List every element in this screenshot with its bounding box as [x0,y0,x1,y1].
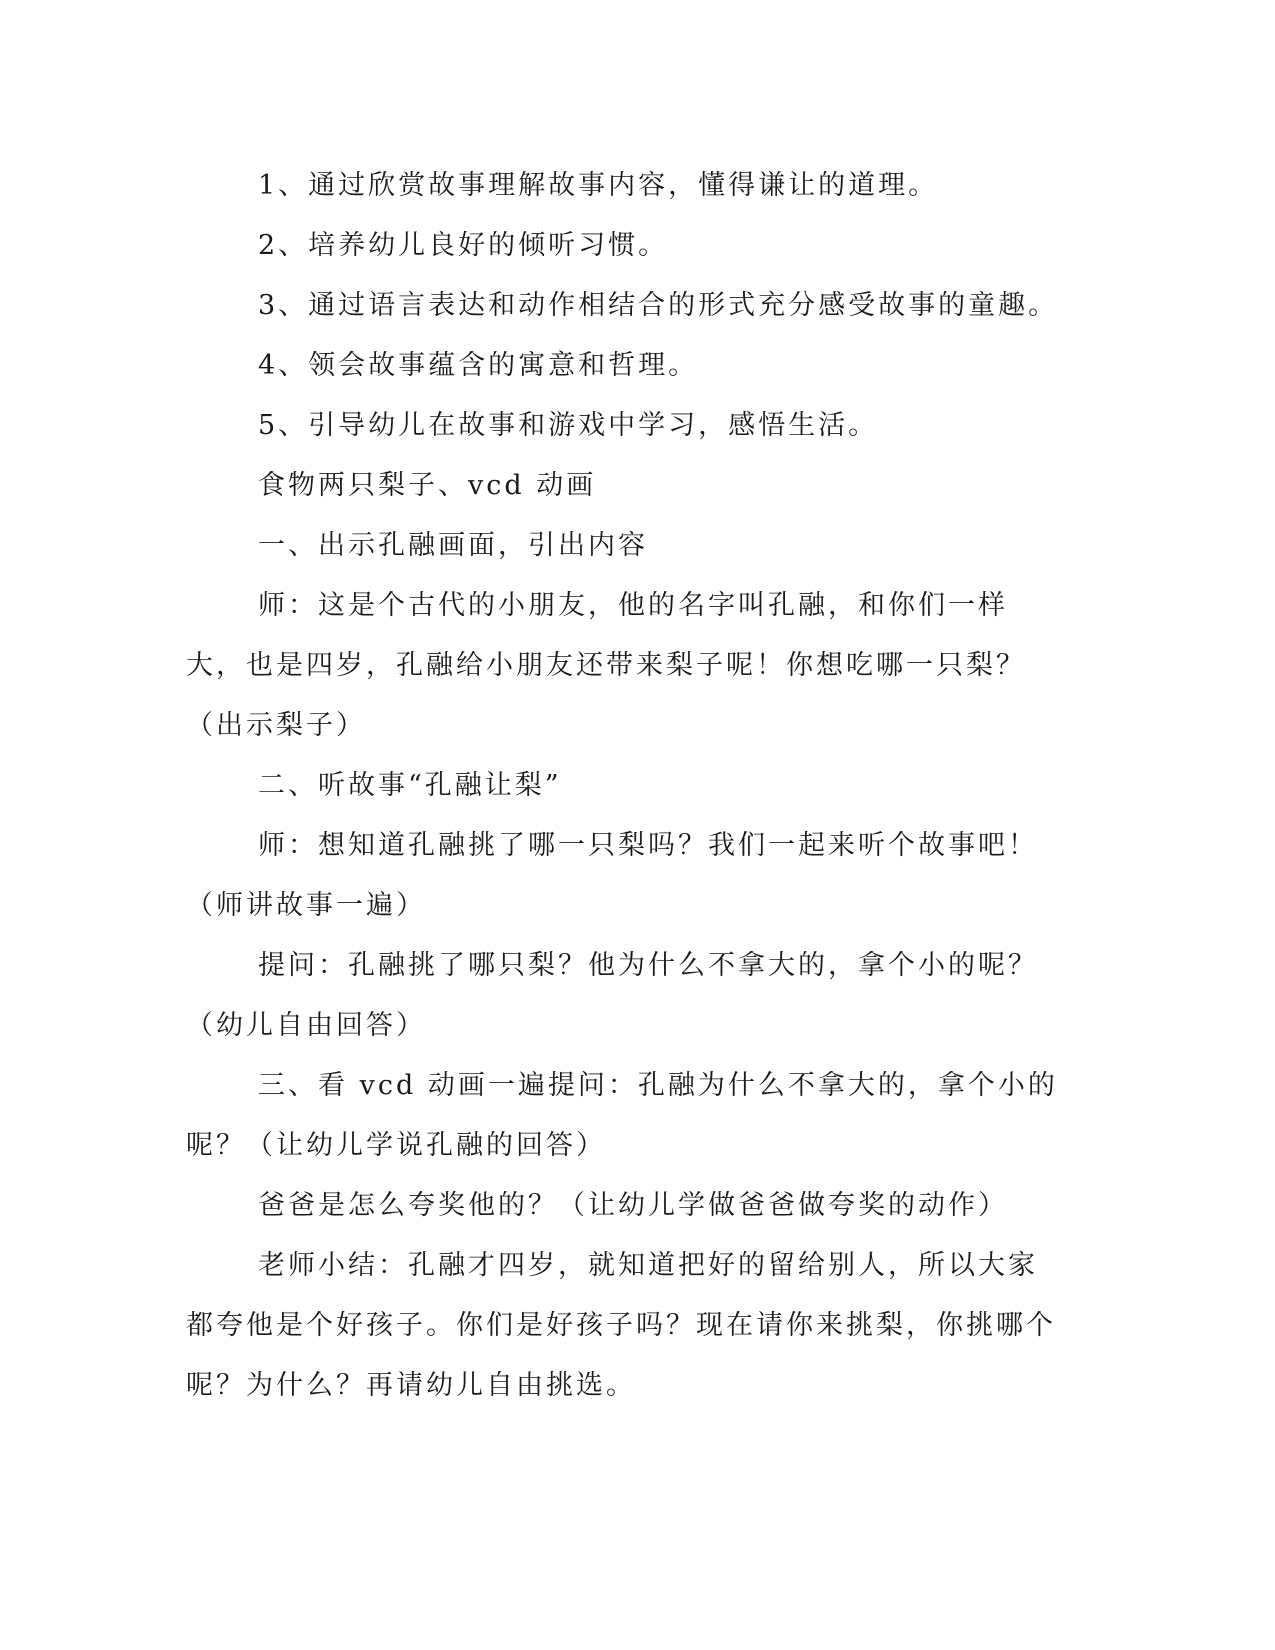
goal-item-4: 4、领会故事蕴含的寓意和哲理。 [258,350,699,381]
goal-item-2: 2、培养幼儿良好的倾听习惯。 [258,230,669,261]
section-heading-2: 二、听故事“孔融让梨” [258,770,562,801]
section-heading-1: 一、出示孔融画面，引出内容 [258,530,648,561]
teacher-paragraph-1: 师：这是个古代的小朋友，他的名字叫孔融，和你们一样大，也是四岁，孔融给小朋友还带来梨子呢！你想吃哪一只梨？（出示梨子） [186,590,1026,741]
question-paragraph-1: 提问：孔融挑了哪只梨？他为什么不拿大的，拿个小的呢？（幼儿自由回答） [186,950,1038,1041]
question-paragraph-2: 爸爸是怎么夸奖他的？（让幼儿学做爸爸做夸奖的动作） [258,1190,1008,1221]
materials-paragraph: 食物两只梨子、vcd 动画 [258,470,597,501]
section-heading-3: 三、看 vcd 动画一遍提问：孔融为什么不拿大的，拿个小的呢？（让幼儿学说孔融的回答） [186,1070,1058,1161]
goal-item-1: 1、通过欣赏故事理解故事内容，懂得谦让的道理。 [258,170,939,201]
summary-paragraph: 老师小结：孔融才四岁，就知道把好的留给别人，所以大家都夸他是个好孩子。你们是好孩子吗？现在请你来挑梨，你挑哪个呢？为什么？再请幼儿自由挑选。 [186,1250,1056,1401]
goal-item-5: 5、引导幼儿在故事和游戏中学习，感悟生活。 [258,410,879,441]
teacher-paragraph-2: 师：想知道孔融挑了哪一只梨吗？我们一起来听个故事吧！（师讲故事一遍） [186,830,1038,921]
goal-item-3: 3、通过语言表达和动作相结合的形式充分感受故事的童趣。 [258,290,1059,321]
document-body [186,156,1066,1416]
